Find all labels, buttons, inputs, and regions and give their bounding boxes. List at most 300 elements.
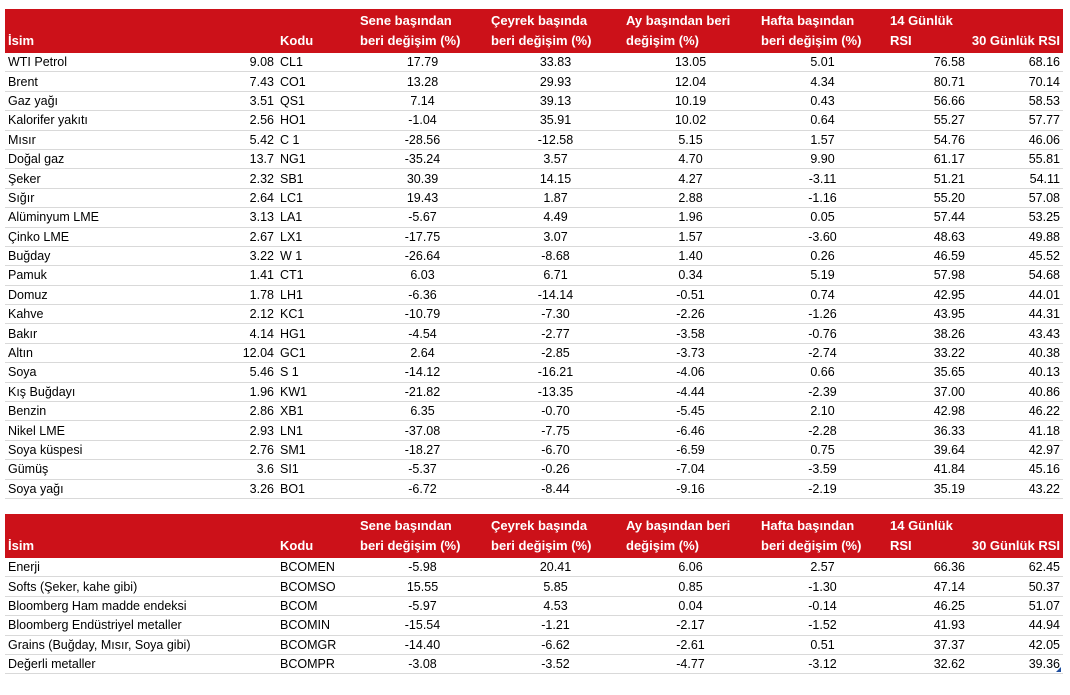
cell-mtd: -0.51 xyxy=(623,285,758,304)
cell-mtd: 4.70 xyxy=(623,149,758,168)
cell-ytd: 6.03 xyxy=(357,266,488,285)
cell-rsi30: 43.22 xyxy=(968,479,1063,498)
cell-wtd: 2.57 xyxy=(758,558,887,577)
cell-rsi30: 44.94 xyxy=(968,616,1063,635)
header-isim: İsim xyxy=(5,514,171,558)
header-row xyxy=(5,9,1063,53)
cell-rsi14: 56.66 xyxy=(887,91,968,110)
cell-name: Benzin xyxy=(5,402,171,421)
cell-mtd: -4.77 xyxy=(623,654,758,673)
cell-rsi14: 43.95 xyxy=(887,305,968,324)
cell-code: LC1 xyxy=(277,188,357,207)
cell-ytd: 7.14 xyxy=(357,91,488,110)
cell-mtd: 13.05 xyxy=(623,53,758,72)
table-row xyxy=(5,91,1063,110)
cell-mtd: -2.17 xyxy=(623,616,758,635)
cell-rsi14: 41.93 xyxy=(887,616,968,635)
cell-mtd: -9.16 xyxy=(623,479,758,498)
cell-qtd: -7.75 xyxy=(488,421,623,440)
cell-name: Doğal gaz xyxy=(5,149,171,168)
cell-code: S 1 xyxy=(277,363,357,382)
cell-qtd: 6.71 xyxy=(488,266,623,285)
resize-handle-icon xyxy=(1056,667,1061,672)
cell-ytd: -6.36 xyxy=(357,285,488,304)
cell-price: 2.64 xyxy=(171,188,277,207)
cell-rsi30: 54.11 xyxy=(968,169,1063,188)
table-row xyxy=(5,169,1063,188)
cell-wtd: -2.28 xyxy=(758,421,887,440)
table-row xyxy=(5,635,1063,654)
cell-wtd: 0.05 xyxy=(758,208,887,227)
cell-price xyxy=(171,558,277,577)
cell-price xyxy=(171,596,277,615)
cell-qtd: -14.14 xyxy=(488,285,623,304)
cell-wtd: -3.12 xyxy=(758,654,887,673)
cell-rsi30: 40.86 xyxy=(968,382,1063,401)
table-row xyxy=(5,72,1063,91)
cell-qtd: -2.77 xyxy=(488,324,623,343)
cell-wtd: -1.52 xyxy=(758,616,887,635)
table-row xyxy=(5,324,1063,343)
cell-ytd: -5.67 xyxy=(357,208,488,227)
cell-rsi30: 42.97 xyxy=(968,440,1063,459)
header-kodu: Kodu xyxy=(277,514,357,558)
table-row xyxy=(5,421,1063,440)
table-row xyxy=(5,654,1063,673)
header-ceyrek: Çeyrek başında beri değişim (%) xyxy=(488,514,623,558)
cell-qtd: -0.26 xyxy=(488,460,623,479)
header-rsi30: 30 Günlük RSI xyxy=(968,514,1063,558)
cell-mtd: -4.06 xyxy=(623,363,758,382)
cell-name: Bloomberg Endüstriyel metaller xyxy=(5,616,171,635)
header-ceyrek: Çeyrek başında beri değişim (%) xyxy=(488,9,623,53)
cell-wtd: -1.16 xyxy=(758,188,887,207)
cell-ytd: 2.64 xyxy=(357,343,488,362)
cell-rsi30: 44.31 xyxy=(968,305,1063,324)
cell-price: 2.32 xyxy=(171,169,277,188)
cell-price: 3.22 xyxy=(171,246,277,265)
cell-rsi14: 57.98 xyxy=(887,266,968,285)
cell-code: CL1 xyxy=(277,53,357,72)
cell-qtd: -16.21 xyxy=(488,363,623,382)
cell-ytd: -28.56 xyxy=(357,130,488,149)
cell-mtd: -4.44 xyxy=(623,382,758,401)
cell-qtd: -6.62 xyxy=(488,635,623,654)
cell-rsi14: 41.84 xyxy=(887,460,968,479)
cell-wtd: 0.51 xyxy=(758,635,887,654)
cell-qtd: -8.44 xyxy=(488,479,623,498)
cell-code: C 1 xyxy=(277,130,357,149)
cell-mtd: 10.19 xyxy=(623,91,758,110)
header-hafta: Hafta başından beri değişim (%) xyxy=(758,514,887,558)
table-row xyxy=(5,596,1063,615)
table-row xyxy=(5,577,1063,596)
table-row xyxy=(5,53,1063,72)
cell-rsi30: 43.43 xyxy=(968,324,1063,343)
header-ay: Ay başından beri değişim (%) xyxy=(623,9,758,53)
cell-name: Bloomberg Ham madde endeksi xyxy=(5,596,171,615)
cell-mtd: -2.26 xyxy=(623,305,758,324)
cell-ytd: -15.54 xyxy=(357,616,488,635)
cell-wtd: 0.43 xyxy=(758,91,887,110)
cell-qtd: 4.53 xyxy=(488,596,623,615)
cell-rsi30: 46.22 xyxy=(968,402,1063,421)
cell-name: Kahve xyxy=(5,305,171,324)
cell-rsi30: 62.45 xyxy=(968,558,1063,577)
cell-ytd: -18.27 xyxy=(357,440,488,459)
cell-rsi30: 68.16 xyxy=(968,53,1063,72)
cell-rsi30: 49.88 xyxy=(968,227,1063,246)
header-rsi14: 14 Günlük RSI xyxy=(887,514,968,558)
cell-code: LH1 xyxy=(277,285,357,304)
cell-rsi14: 35.19 xyxy=(887,479,968,498)
cell-wtd: 5.01 xyxy=(758,53,887,72)
cell-price: 3.13 xyxy=(171,208,277,227)
cell-qtd: 5.85 xyxy=(488,577,623,596)
cell-wtd: 2.10 xyxy=(758,402,887,421)
cell-code: BCOMGR xyxy=(277,635,357,654)
cell-name: Enerji xyxy=(5,558,171,577)
cell-qtd: -13.35 xyxy=(488,382,623,401)
cell-rsi14: 36.33 xyxy=(887,421,968,440)
cell-rsi14: 47.14 xyxy=(887,577,968,596)
cell-mtd: 2.88 xyxy=(623,188,758,207)
table-row xyxy=(5,130,1063,149)
cell-ytd: 19.43 xyxy=(357,188,488,207)
cell-name: Soya küspesi xyxy=(5,440,171,459)
cell-wtd: 0.75 xyxy=(758,440,887,459)
cell-mtd: 0.34 xyxy=(623,266,758,285)
cell-ytd: -35.24 xyxy=(357,149,488,168)
cell-rsi30: 41.18 xyxy=(968,421,1063,440)
table-row xyxy=(5,402,1063,421)
cell-code: LX1 xyxy=(277,227,357,246)
cell-code: QS1 xyxy=(277,91,357,110)
cell-mtd: 12.04 xyxy=(623,72,758,91)
cell-name: Alüminyum LME xyxy=(5,208,171,227)
cell-qtd: 29.93 xyxy=(488,72,623,91)
cell-mtd: 1.96 xyxy=(623,208,758,227)
cell-name: Mısır xyxy=(5,130,171,149)
cell-mtd: -3.73 xyxy=(623,343,758,362)
cell-rsi14: 46.59 xyxy=(887,246,968,265)
cell-rsi30: 40.38 xyxy=(968,343,1063,362)
cell-price: 1.78 xyxy=(171,285,277,304)
cell-price: 12.04 xyxy=(171,343,277,362)
cell-name: Brent xyxy=(5,72,171,91)
cell-rsi30: 57.08 xyxy=(968,188,1063,207)
cell-mtd: -5.45 xyxy=(623,402,758,421)
cell-rsi14: 61.17 xyxy=(887,149,968,168)
cell-name: Buğday xyxy=(5,246,171,265)
cell-wtd: -1.26 xyxy=(758,305,887,324)
cell-code: BO1 xyxy=(277,479,357,498)
cell-rsi30: 45.52 xyxy=(968,246,1063,265)
cell-name: Grains (Buğday, Mısır, Soya gibi) xyxy=(5,635,171,654)
cell-price: 2.67 xyxy=(171,227,277,246)
cell-name: Pamuk xyxy=(5,266,171,285)
table-row xyxy=(5,460,1063,479)
cell-code: LN1 xyxy=(277,421,357,440)
cell-name: Değerli metaller xyxy=(5,654,171,673)
cell-mtd: 5.15 xyxy=(623,130,758,149)
cell-rsi30: 50.37 xyxy=(968,577,1063,596)
cell-rsi14: 37.37 xyxy=(887,635,968,654)
cell-price: 4.14 xyxy=(171,324,277,343)
cell-rsi14: 80.71 xyxy=(887,72,968,91)
cell-wtd: -2.19 xyxy=(758,479,887,498)
cell-name: Şeker xyxy=(5,169,171,188)
cell-rsi30: 53.25 xyxy=(968,208,1063,227)
cell-name: Gümüş xyxy=(5,460,171,479)
cell-qtd: 33.83 xyxy=(488,53,623,72)
cell-ytd: -3.08 xyxy=(357,654,488,673)
cell-rsi30: 70.14 xyxy=(968,72,1063,91)
cell-qtd: 4.49 xyxy=(488,208,623,227)
cell-rsi30: 54.68 xyxy=(968,266,1063,285)
header-ay: Ay başından beri değişim (%) xyxy=(623,514,758,558)
header-price xyxy=(171,9,277,53)
cell-ytd: -26.64 xyxy=(357,246,488,265)
cell-wtd: 4.34 xyxy=(758,72,887,91)
header-sene: Sene başından beri değişim (%) xyxy=(357,514,488,558)
cell-mtd: -3.58 xyxy=(623,324,758,343)
cell-rsi14: 51.21 xyxy=(887,169,968,188)
cell-price xyxy=(171,577,277,596)
cell-name: Softs (Şeker, kahe gibi) xyxy=(5,577,171,596)
cell-name: Sığır xyxy=(5,188,171,207)
cell-price: 2.86 xyxy=(171,402,277,421)
cell-wtd: -3.11 xyxy=(758,169,887,188)
cell-qtd: 20.41 xyxy=(488,558,623,577)
cell-qtd: 14.15 xyxy=(488,169,623,188)
cell-ytd: -14.40 xyxy=(357,635,488,654)
cell-qtd: -3.52 xyxy=(488,654,623,673)
cell-rsi30: 58.53 xyxy=(968,91,1063,110)
cell-ytd: 17.79 xyxy=(357,53,488,72)
cell-rsi14: 46.25 xyxy=(887,596,968,615)
cell-qtd: -7.30 xyxy=(488,305,623,324)
cell-price xyxy=(171,654,277,673)
cell-ytd: -21.82 xyxy=(357,382,488,401)
cell-rsi14: 48.63 xyxy=(887,227,968,246)
cell-ytd: 6.35 xyxy=(357,402,488,421)
cell-code: BCOMIN xyxy=(277,616,357,635)
cell-rsi14: 66.36 xyxy=(887,558,968,577)
cell-rsi14: 55.27 xyxy=(887,111,968,130)
cell-rsi14: 35.65 xyxy=(887,363,968,382)
header-isim: İsim xyxy=(5,9,171,53)
cell-rsi14: 76.58 xyxy=(887,53,968,72)
cell-code: HO1 xyxy=(277,111,357,130)
cell-rsi14: 57.44 xyxy=(887,208,968,227)
cell-name: Soya xyxy=(5,363,171,382)
cell-name: Çinko LME xyxy=(5,227,171,246)
header-rsi14: 14 Günlük RSI xyxy=(887,9,968,53)
header-rsi30: 30 Günlük RSI xyxy=(968,9,1063,53)
table-row xyxy=(5,208,1063,227)
cell-rsi14: 55.20 xyxy=(887,188,968,207)
cell-name: Altın xyxy=(5,343,171,362)
header-kodu: Kodu xyxy=(277,9,357,53)
cell-name: Gaz yağı xyxy=(5,91,171,110)
cell-qtd: 39.13 xyxy=(488,91,623,110)
cell-name: Kış Buğdayı xyxy=(5,382,171,401)
header-price xyxy=(171,514,277,558)
cell-qtd: 3.07 xyxy=(488,227,623,246)
cell-code: NG1 xyxy=(277,149,357,168)
cell-wtd: 0.64 xyxy=(758,111,887,130)
header-row xyxy=(5,514,1063,558)
cell-wtd: -3.59 xyxy=(758,460,887,479)
cell-rsi30: 42.05 xyxy=(968,635,1063,654)
table-row xyxy=(5,343,1063,362)
table-row xyxy=(5,111,1063,130)
cell-wtd: -0.76 xyxy=(758,324,887,343)
cell-ytd: -10.79 xyxy=(357,305,488,324)
cell-code: GC1 xyxy=(277,343,357,362)
cell-wtd: -2.74 xyxy=(758,343,887,362)
cell-wtd: -1.30 xyxy=(758,577,887,596)
cell-wtd: 0.74 xyxy=(758,285,887,304)
cell-qtd: -8.68 xyxy=(488,246,623,265)
table-row xyxy=(5,440,1063,459)
cell-ytd: -1.04 xyxy=(357,111,488,130)
cell-ytd: -14.12 xyxy=(357,363,488,382)
cell-price: 1.41 xyxy=(171,266,277,285)
cell-price: 5.42 xyxy=(171,130,277,149)
cell-code: BCOM xyxy=(277,596,357,615)
table-row xyxy=(5,285,1063,304)
cell-code: W 1 xyxy=(277,246,357,265)
cell-qtd: -6.70 xyxy=(488,440,623,459)
cell-ytd: -37.08 xyxy=(357,421,488,440)
cell-price: 7.43 xyxy=(171,72,277,91)
cell-qtd: 1.87 xyxy=(488,188,623,207)
cell-rsi14: 37.00 xyxy=(887,382,968,401)
cell-ytd: -6.72 xyxy=(357,479,488,498)
cell-qtd: -0.70 xyxy=(488,402,623,421)
cell-rsi14: 42.95 xyxy=(887,285,968,304)
cell-ytd: -5.98 xyxy=(357,558,488,577)
cell-rsi30: 40.13 xyxy=(968,363,1063,382)
cell-price: 9.08 xyxy=(171,53,277,72)
cell-wtd: 9.90 xyxy=(758,149,887,168)
cell-wtd: -0.14 xyxy=(758,596,887,615)
cell-code: HG1 xyxy=(277,324,357,343)
cell-wtd: 1.57 xyxy=(758,130,887,149)
cell-ytd: -4.54 xyxy=(357,324,488,343)
commodities-table xyxy=(5,9,1063,499)
cell-price: 5.46 xyxy=(171,363,277,382)
cell-mtd: 6.06 xyxy=(623,558,758,577)
cell-name: WTI Petrol xyxy=(5,53,171,72)
table-row xyxy=(5,305,1063,324)
cell-mtd: 0.85 xyxy=(623,577,758,596)
cell-qtd: -2.85 xyxy=(488,343,623,362)
cell-code: BCOMSO xyxy=(277,577,357,596)
table-row xyxy=(5,558,1063,577)
header-hafta: Hafta başından beri değişim (%) xyxy=(758,9,887,53)
cell-ytd: -5.97 xyxy=(357,596,488,615)
cell-rsi14: 42.98 xyxy=(887,402,968,421)
cell-rsi30: 55.81 xyxy=(968,149,1063,168)
cell-price: 2.56 xyxy=(171,111,277,130)
cell-rsi30: 44.01 xyxy=(968,285,1063,304)
cell-rsi14: 32.62 xyxy=(887,654,968,673)
cell-rsi30: 45.16 xyxy=(968,460,1063,479)
cell-rsi30: 46.06 xyxy=(968,130,1063,149)
cell-code: KW1 xyxy=(277,382,357,401)
cell-mtd: 0.04 xyxy=(623,596,758,615)
cell-qtd: 35.91 xyxy=(488,111,623,130)
cell-mtd: -6.46 xyxy=(623,421,758,440)
cell-code: XB1 xyxy=(277,402,357,421)
cell-price: 3.6 xyxy=(171,460,277,479)
cell-qtd: -1.21 xyxy=(488,616,623,635)
cell-rsi14: 39.64 xyxy=(887,440,968,459)
cell-price: 2.93 xyxy=(171,421,277,440)
cell-code: SM1 xyxy=(277,440,357,459)
indices-table xyxy=(5,514,1063,674)
cell-mtd: 4.27 xyxy=(623,169,758,188)
table-row xyxy=(5,616,1063,635)
cell-wtd: 5.19 xyxy=(758,266,887,285)
cell-wtd: -3.60 xyxy=(758,227,887,246)
cell-code: CT1 xyxy=(277,266,357,285)
cell-mtd: 1.40 xyxy=(623,246,758,265)
cell-price: 13.7 xyxy=(171,149,277,168)
table-row xyxy=(5,246,1063,265)
table-row xyxy=(5,149,1063,168)
cell-rsi14: 33.22 xyxy=(887,343,968,362)
cell-ytd: -5.37 xyxy=(357,460,488,479)
cell-mtd: 10.02 xyxy=(623,111,758,130)
cell-rsi14: 54.76 xyxy=(887,130,968,149)
cell-wtd: 0.26 xyxy=(758,246,887,265)
cell-qtd: 3.57 xyxy=(488,149,623,168)
cell-price xyxy=(171,616,277,635)
cell-ytd: 15.55 xyxy=(357,577,488,596)
cell-rsi30: 51.07 xyxy=(968,596,1063,615)
cell-mtd: -2.61 xyxy=(623,635,758,654)
cell-name: Kalorifer yakıtı xyxy=(5,111,171,130)
cell-rsi14: 38.26 xyxy=(887,324,968,343)
cell-ytd: 30.39 xyxy=(357,169,488,188)
cell-name: Soya yağı xyxy=(5,479,171,498)
cell-code: BCOMEN xyxy=(277,558,357,577)
cell-price: 1.96 xyxy=(171,382,277,401)
table-row xyxy=(5,188,1063,207)
cell-code: LA1 xyxy=(277,208,357,227)
cell-mtd: 1.57 xyxy=(623,227,758,246)
cell-code: KC1 xyxy=(277,305,357,324)
cell-name: Domuz xyxy=(5,285,171,304)
cell-price: 2.12 xyxy=(171,305,277,324)
cell-name: Bakır xyxy=(5,324,171,343)
cell-wtd: 0.66 xyxy=(758,363,887,382)
cell-code: CO1 xyxy=(277,72,357,91)
cell-price: 2.76 xyxy=(171,440,277,459)
cell-ytd: -17.75 xyxy=(357,227,488,246)
cell-price: 3.26 xyxy=(171,479,277,498)
cell-qtd: -12.58 xyxy=(488,130,623,149)
cell-rsi30: 39.36 xyxy=(968,654,1063,673)
cell-price: 3.51 xyxy=(171,91,277,110)
table-row xyxy=(5,227,1063,246)
cell-code: SI1 xyxy=(277,460,357,479)
cell-code: SB1 xyxy=(277,169,357,188)
